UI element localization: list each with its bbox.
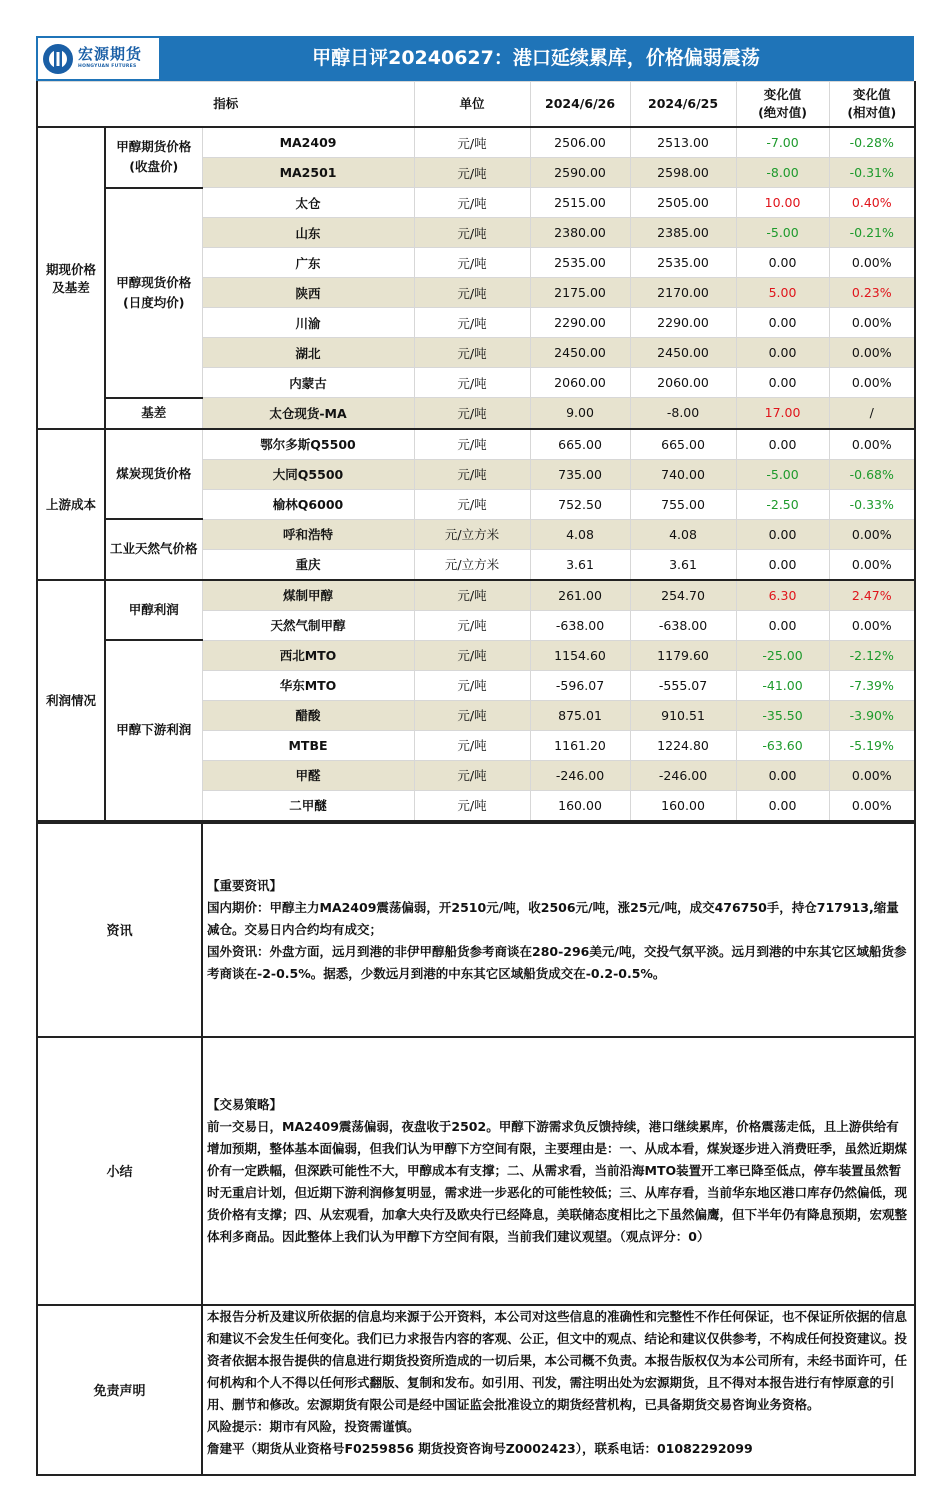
news-domestic: 国内期价：甲醇主力MA2409震荡偏弱，开2510元/吨，收2506元/吨，涨25元/吨，成交476750手，持仓717913,缩量减仓。交易日内合约均有成交； [207,899,899,937]
indicator-name: 二甲醚 [202,790,414,821]
group-label: 甲醇下游利润 [116,722,192,738]
abs-change: -7.00 [736,127,829,158]
rel-change: -0.33% [829,489,915,519]
hongyuan-logo-icon [42,43,74,75]
unit-cell: 元/吨 [414,700,530,730]
value-date-2: 2290.00 [630,308,736,338]
group-cell [105,127,202,188]
header-rel-line2: (相对值) [847,105,897,120]
value-date-2: 665.00 [630,429,736,460]
unit-cell: 元/吨 [414,610,530,640]
indicator-name: 鄂尔多斯Q5500 [202,429,414,460]
indicator-name: MTBE [202,730,414,760]
group-cell [105,580,202,641]
rel-change: -0.21% [829,218,915,248]
abs-change: -2.50 [736,489,829,519]
value-date-2: 910.51 [630,700,736,730]
indicator-name: 太仓 [202,188,414,218]
value-date-2: 2505.00 [630,188,736,218]
table-row [37,580,915,611]
header-rel-line1: 变化值 [853,86,891,102]
table-row [37,519,915,549]
group-cell [105,398,202,429]
value-date-2: 2598.00 [630,158,736,188]
value-date-2: 1224.80 [630,730,736,760]
indicator-name: 广东 [202,248,414,278]
value-date-1: 735.00 [530,459,630,489]
rel-change: 0.00% [829,610,915,640]
rel-change: 0.00% [829,549,915,580]
abs-change: -63.60 [736,730,829,760]
value-date-1: -638.00 [530,610,630,640]
disclaimer-text: 本报告分析及建议所依据的信息均来源于公开资料，本公司对这些信息的准确性和完整性不作任何保证，也不保证所依据的信息和建议不会发生任何变化。我们已力求报告内容的客观、公正，但文中的观点、结论和建议仅供参考，不构成任何投资建议。投资者依据本报告提供的信息进行期货投资所造成的一切后果，本公司概不负责。本报告版权仅为本公司所有，未经书面许可，任何机构和个人不得以任何形式翻版、复制和发布。如引用、刊发，需注明出处为宏源期货，且不得对本报告进行有悖原意的引用、删节和修改。宏源期货有限公司是经中国证监会批准设立的期货经营机构，已具备期货交易咨询业务资格。 [207,1308,908,1412]
value-date-2: 2385.00 [630,218,736,248]
value-date-1: -596.07 [530,670,630,700]
indicator-name: MA2409 [202,127,414,158]
indicator-name: 煤制甲醇 [202,580,414,611]
unit-cell: 元/吨 [414,248,530,278]
unit-cell: 元/吨 [414,278,530,308]
rel-change: 0.00% [829,519,915,549]
value-date-1: 1154.60 [530,640,630,670]
unit-cell: 元/吨 [414,368,530,398]
abs-change: 5.00 [736,278,829,308]
abs-change: 0.00 [736,368,829,398]
value-date-1: 160.00 [530,790,630,821]
value-date-2: 2535.00 [630,248,736,278]
unit-cell: 元/吨 [414,218,530,248]
unit-cell: 元/吨 [414,670,530,700]
summary-label: 小结 [37,1037,202,1305]
value-date-2: 3.61 [630,549,736,580]
risk-notice: 风险提示：期市有风险，投资需谨慎。 [207,1418,420,1434]
indicator-name: 湖北 [202,338,414,368]
group-label: 基差 [141,405,167,420]
value-date-2: -555.07 [630,670,736,700]
value-date-2: 2513.00 [630,127,736,158]
value-date-2: -638.00 [630,610,736,640]
abs-change: 0.00 [736,549,829,580]
rel-change: / [829,398,915,429]
indicator-name: 太仓现货-MA [202,398,414,429]
rel-change: -2.12% [829,640,915,670]
unit-cell: 元/吨 [414,127,530,158]
value-date-1: 1161.20 [530,730,630,760]
category-cell [37,580,105,821]
unit-cell: 元/吨 [414,308,530,338]
rel-change: 0.23% [829,278,915,308]
value-date-1: 2506.00 [530,127,630,158]
abs-change: 0.00 [736,790,829,821]
unit-cell: 元/吨 [414,398,530,429]
indicator-name: 川渝 [202,308,414,338]
value-date-2: -246.00 [630,760,736,790]
value-date-1: 665.00 [530,429,630,460]
abs-change: -5.00 [736,218,829,248]
category-label: 及基差 [52,279,90,295]
indicator-name: 大同Q5500 [202,459,414,489]
abs-change: 10.00 [736,188,829,218]
abs-change: 0.00 [736,308,829,338]
rel-change: -5.19% [829,730,915,760]
rel-change: -0.31% [829,158,915,188]
indicator-table [36,81,916,822]
value-date-1: 2590.00 [530,158,630,188]
value-date-2: 160.00 [630,790,736,821]
value-date-1: 261.00 [530,580,630,611]
value-date-1: 4.08 [530,519,630,549]
analyst-info: 詹建平（期货从业资格号F0259856 期货投资咨询号Z0002423），联系电话：01082292099 [207,1440,753,1456]
indicator-name: 甲醛 [202,760,414,790]
disclaimer-label: 免责声明 [37,1305,202,1475]
group-cell [105,640,202,821]
group-label: 煤炭现货价格 [116,465,192,481]
unit-cell: 元/吨 [414,640,530,670]
rel-change: -0.28% [829,127,915,158]
abs-change: -41.00 [736,670,829,700]
abs-change: 6.30 [736,580,829,611]
rel-change: 0.00% [829,760,915,790]
company-logo [38,38,159,79]
abs-change: 0.00 [736,429,829,460]
indicator-name: 西北MTO [202,640,414,670]
indicator-name: 呼和浩特 [202,519,414,549]
table-row [37,398,915,429]
value-date-2: 2450.00 [630,338,736,368]
value-date-1: 2175.00 [530,278,630,308]
group-label: 甲醇利润 [128,601,179,617]
table-row [37,188,915,218]
category-cell [37,429,105,580]
abs-change: 0.00 [736,519,829,549]
value-date-1: 9.00 [530,398,630,429]
category-label: 利润情况 [45,693,96,708]
group-label: 甲醇现货价格 [116,274,192,290]
value-date-2: 4.08 [630,519,736,549]
rel-change: 0.00% [829,790,915,821]
value-date-1: 2450.00 [530,338,630,368]
value-date-1: 2535.00 [530,248,630,278]
unit-cell: 元/立方米 [414,549,530,580]
rel-change: 0.00% [829,308,915,338]
abs-change: -8.00 [736,158,829,188]
rel-change: 0.00% [829,248,915,278]
group-label: (日度均价) [123,294,185,310]
header-abs-line1: 变化值 [763,86,802,102]
disclaimer-content [202,1305,915,1475]
value-date-1: 2290.00 [530,308,630,338]
indicator-name: 天然气制甲醇 [202,610,414,640]
unit-cell: 元/吨 [414,459,530,489]
indicator-name: 内蒙古 [202,368,414,398]
logo-chinese-name: 宏源期货 [78,45,143,64]
header-abs-line2: (绝对值) [758,105,807,120]
abs-change: 17.00 [736,398,829,429]
header-indicator: 指标 [37,82,414,128]
category-cell [37,127,105,429]
value-date-2: 2060.00 [630,368,736,398]
value-date-2: -8.00 [630,398,736,429]
value-date-2: 254.70 [630,580,736,611]
header-unit: 单位 [414,82,530,128]
group-cell [105,519,202,580]
news-label: 资讯 [37,823,202,1037]
rel-change: -3.90% [829,700,915,730]
rel-change: 2.47% [829,580,915,611]
indicator-name: 重庆 [202,549,414,580]
rel-change: 0.00% [829,429,915,460]
unit-cell: 元/吨 [414,429,530,460]
unit-cell: 元/吨 [414,338,530,368]
rel-change: 0.00% [829,338,915,368]
abs-change: -25.00 [736,640,829,670]
abs-change: 0.00 [736,338,829,368]
report-sheet [36,36,914,1476]
table-row [37,127,915,158]
value-date-2: 2170.00 [630,278,736,308]
abs-change: 0.00 [736,610,829,640]
value-date-2: 755.00 [630,489,736,519]
rel-change: 0.40% [829,188,915,218]
commentary-table [36,822,916,1476]
value-date-1: 2060.00 [530,368,630,398]
unit-cell: 元/吨 [414,790,530,821]
unit-cell: 元/吨 [414,188,530,218]
report-banner [36,36,914,81]
rel-change: 0.00% [829,368,915,398]
summary-content [202,1037,915,1305]
rel-change: -0.68% [829,459,915,489]
indicator-name: 华东MTO [202,670,414,700]
category-label: 期现价格 [45,261,96,277]
abs-change: -35.50 [736,700,829,730]
unit-cell: 元/吨 [414,580,530,611]
header-abs-change [736,82,829,128]
group-label: 工业天然气价格 [109,541,198,557]
group-cell [105,429,202,520]
news-content [202,823,915,1037]
indicator-name: 榆林Q6000 [202,489,414,519]
indicator-name: MA2501 [202,158,414,188]
summary-heading: 【交易策略】 [207,1096,283,1112]
unit-cell: 元/吨 [414,158,530,188]
rel-change: -7.39% [829,670,915,700]
indicator-name: 山东 [202,218,414,248]
group-label: 甲醇期货价格 [116,139,192,155]
header-date-2: 2024/6/25 [630,82,736,128]
logo-english-name: HONGYUAN FUTURES [78,64,137,70]
abs-change: -5.00 [736,459,829,489]
value-date-1: 752.50 [530,489,630,519]
table-row [37,640,915,670]
value-date-1: 875.01 [530,700,630,730]
value-date-2: 740.00 [630,459,736,489]
abs-change: 0.00 [736,760,829,790]
table-header-row [37,82,915,128]
group-label: (收盘价) [129,159,179,175]
value-date-2: 1179.60 [630,640,736,670]
unit-cell: 元/吨 [414,760,530,790]
value-date-1: -246.00 [530,760,630,790]
indicator-name: 陕西 [202,278,414,308]
unit-cell: 元/吨 [414,730,530,760]
header-date-1: 2024/6/26 [530,82,630,128]
unit-cell: 元/立方米 [414,519,530,549]
report-title: 甲醇日评20240627：港口延续累库，价格偏弱震荡 [312,47,760,69]
category-label: 上游成本 [45,497,96,512]
news-heading: 【重要资讯】 [207,877,283,893]
header-rel-change [829,82,915,128]
table-row [37,429,915,460]
indicator-name: 醋酸 [202,700,414,730]
value-date-1: 2380.00 [530,218,630,248]
abs-change: 0.00 [736,248,829,278]
news-foreign: 国外资讯：外盘方面，远月到港的非伊甲醇船货参考商谈在280-296美元/吨，交投气氛平淡。远月到港的中东其它区域船货参考商谈在-2-0.5%。据悉，少数远月到港的中东其它区域船货成交在-0.2-0.5%。 [207,943,907,981]
value-date-1: 3.61 [530,549,630,580]
group-cell [105,188,202,398]
value-date-1: 2515.00 [530,188,630,218]
summary-text: 前一交易日，MA2409震荡偏弱，夜盘收于2502。甲醇下游需求负反馈持续，港口继续累库，价格震荡走低，且上游供给有增加预期，整体基本面偏弱，但我们认为甲醇下方空间有限，主要理由是：一、从成本看，煤炭逐步进入消费旺季，虽然近期煤价有一定跌幅，但深跌可能性不大，甲醇成本有支撑；二、从需求看，当前沿海MTO装置开工率已降至低点，停车装置虽然暂时无重启计划，但近期下游利润修复明显，需求进一步恶化的可能性较低；三、从库存看，当前华东地区港口库存仍然偏低，现货价格有支撑；四、从宏观看，加拿大央行及欧央行已经降息，美联储态度相比之下虽然偏鹰，但下半年仍有降息预期，宏观整体利多商品。因此整体上我们认为甲醇下方空间有限，当前我们建议观望。（观点评分：0） [207,1118,908,1244]
unit-cell: 元/吨 [414,489,530,519]
